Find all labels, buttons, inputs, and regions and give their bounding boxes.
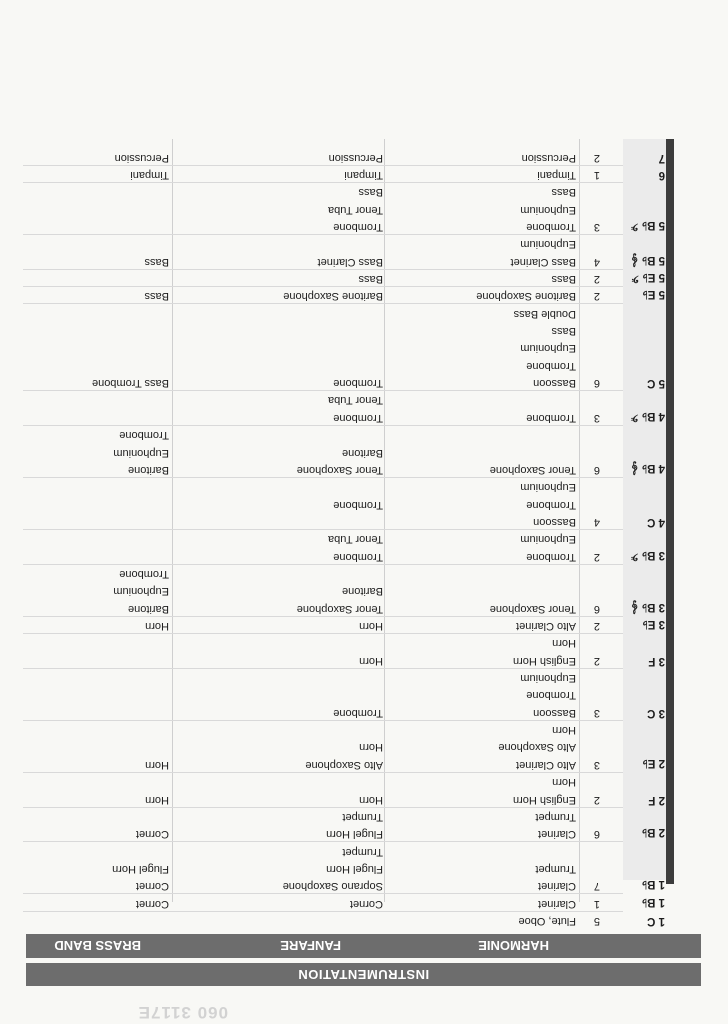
table-row xyxy=(0,460,728,477)
key-label: 3 B♭ 𝄢 xyxy=(631,548,665,561)
fanfare-instrument: Cornet xyxy=(349,897,383,910)
table-row xyxy=(0,564,728,581)
row-separator xyxy=(23,269,623,270)
table-row xyxy=(0,807,728,824)
fanfare-instrument: Tenor Saxophone xyxy=(296,602,383,615)
fanfare-instrument: Soprano Saxophone xyxy=(282,880,383,893)
row-separator xyxy=(23,303,623,304)
harmonie-instrument: Clarinet xyxy=(538,828,576,841)
fanfare-instrument: Bass xyxy=(358,186,383,199)
row-separator xyxy=(23,234,623,235)
harmonie-instrument: Double Bass xyxy=(513,307,576,320)
harmonie-instrument: Bass xyxy=(551,273,576,286)
harmonie-header: HARMONIE xyxy=(478,938,549,953)
part-count: 3 xyxy=(593,758,600,771)
harmonie-instrument: Bassoon xyxy=(533,515,576,528)
table-row xyxy=(0,703,728,720)
harmonie-instrument: Trombone xyxy=(526,411,576,424)
fanfare-instrument: Flugel Horn xyxy=(326,862,383,875)
key-label: 3 C xyxy=(647,706,665,719)
key-label: 3 F xyxy=(648,654,665,667)
brass-band-instrument: Trombone xyxy=(119,429,169,442)
harmonie-instrument: Trumpet xyxy=(535,810,576,823)
harmonie-instrument: Bassoon xyxy=(533,377,576,390)
table-row xyxy=(0,738,728,755)
harmonie-instrument: Timpani xyxy=(537,168,576,181)
harmonie-instrument: Bass xyxy=(551,186,576,199)
harmonie-instrument: Trombone xyxy=(526,689,576,702)
part-count: 6 xyxy=(593,463,600,476)
key-label: 1 B♭ xyxy=(641,878,665,891)
fanfare-instrument: Horn xyxy=(359,741,383,754)
row-separator xyxy=(23,390,623,391)
harmonie-instrument: Bass xyxy=(551,325,576,338)
fanfare-instrument: Trombone xyxy=(333,550,383,563)
harmonie-instrument: Alto Clarinet xyxy=(516,620,576,633)
table-row xyxy=(0,408,728,425)
fanfare-instrument: Horn xyxy=(359,793,383,806)
fanfare-instrument: Trumpet xyxy=(342,810,383,823)
part-count: 2 xyxy=(593,290,600,303)
table-row xyxy=(0,512,728,529)
table-row xyxy=(0,443,728,460)
part-count: 2 xyxy=(593,273,600,286)
table-row xyxy=(0,599,728,616)
harmonie-instrument: English Horn xyxy=(513,793,576,806)
brass-band-header: BRASS BAND xyxy=(54,938,141,953)
harmonie-instrument: Euphonium xyxy=(520,533,576,546)
harmonie-instrument: Trumpet xyxy=(535,862,576,875)
part-count: 6 xyxy=(593,828,600,841)
table-row xyxy=(0,668,728,685)
key-label: 5 B♭ 𝄢 xyxy=(631,219,665,231)
harmonie-instrument: Euphonium xyxy=(520,203,576,216)
table-row xyxy=(0,790,728,807)
fanfare-instrument: Baritone Saxophone xyxy=(283,290,383,303)
table-row xyxy=(0,547,728,564)
key-label: 5 E♭ xyxy=(642,288,665,301)
table-row xyxy=(0,269,728,286)
fanfare-instrument: Tenor Tuba xyxy=(327,533,383,546)
row-separator xyxy=(23,911,623,912)
harmonie-instrument: Clarinet xyxy=(538,897,576,910)
catalog-number: 060 3117E xyxy=(137,1003,228,1022)
harmonie-instrument: Horn xyxy=(552,724,576,737)
part-count: 2 xyxy=(593,550,600,563)
fanfare-instrument: Bass Clarinet xyxy=(317,255,383,268)
harmonie-instrument: Bass Clarinet xyxy=(510,255,576,268)
table-row xyxy=(0,148,728,165)
table-row xyxy=(0,165,728,182)
fanfare-instrument: Baritone xyxy=(342,585,383,598)
part-count: 4 xyxy=(593,515,600,528)
part-count: 1 xyxy=(593,168,600,181)
harmonie-instrument: Alto Clarinet xyxy=(516,758,576,771)
brass-band-instrument: Cornet xyxy=(135,897,169,910)
harmonie-instrument: Euphonium xyxy=(520,238,576,251)
brass-band-instrument: Bass xyxy=(144,255,169,268)
row-separator xyxy=(23,286,623,287)
table-row xyxy=(0,286,728,303)
table-row xyxy=(0,373,728,390)
key-label: 5 B♭ 𝄞 xyxy=(631,253,665,266)
brass-band-instrument: Baritone xyxy=(128,602,169,615)
row-separator xyxy=(23,616,623,617)
table-row xyxy=(0,391,728,408)
key-label: 4 B♭ 𝄞 xyxy=(631,461,665,474)
row-separator xyxy=(23,477,623,478)
table-row xyxy=(0,425,728,442)
table-row xyxy=(0,477,728,494)
fanfare-instrument: Percussion xyxy=(328,151,383,164)
table-row xyxy=(0,824,728,841)
table-row xyxy=(0,356,728,373)
row-separator xyxy=(23,807,623,808)
table-row xyxy=(0,200,728,217)
harmonie-instrument: English Horn xyxy=(513,654,576,667)
harmonie-instrument: Percussion xyxy=(521,151,576,164)
part-count: 3 xyxy=(593,411,600,424)
harmonie-instrument: Horn xyxy=(552,776,576,789)
fanfare-instrument: Trombone xyxy=(333,498,383,511)
table-row xyxy=(0,842,728,859)
table-row xyxy=(0,876,728,893)
part-count: 7 xyxy=(593,880,600,893)
row-separator xyxy=(23,165,623,166)
fanfare-instrument: Alto Saxophone xyxy=(305,758,383,771)
page-title: INSTRUMENTATION xyxy=(297,967,430,982)
key-label: 6 xyxy=(658,168,665,181)
part-count: 2 xyxy=(593,620,600,633)
key-label: 4 C xyxy=(647,515,665,528)
brass-band-instrument: Cornet xyxy=(135,828,169,841)
fanfare-instrument: Flugel Horn xyxy=(326,828,383,841)
table-row xyxy=(0,321,728,338)
fanfare-instrument: Trombone xyxy=(333,377,383,390)
brass-band-instrument: Cornet xyxy=(135,880,169,893)
fanfare-instrument: Trombone xyxy=(333,221,383,233)
row-separator xyxy=(23,633,623,634)
part-count: 2 xyxy=(593,793,600,806)
row-separator xyxy=(23,668,623,669)
row-separator xyxy=(23,564,623,565)
key-label: 3 E♭ xyxy=(642,618,665,631)
harmonie-instrument: Baritone Saxophone xyxy=(476,290,576,303)
key-label: 1 C xyxy=(647,915,665,927)
fanfare-header: FANFARE xyxy=(280,938,341,953)
fanfare-instrument: Trumpet xyxy=(342,845,383,858)
table-row xyxy=(0,495,728,512)
fanfare-instrument: Tenor Tuba xyxy=(327,203,383,216)
harmonie-instrument: Clarinet xyxy=(538,880,576,893)
brass-band-instrument: Bass Trombone xyxy=(91,377,169,390)
row-separator xyxy=(23,841,623,842)
part-count: 3 xyxy=(593,221,600,233)
table-row xyxy=(0,338,728,355)
harmonie-instrument: Bassoon xyxy=(533,706,576,719)
harmonie-instrument: Euphonium xyxy=(520,342,576,355)
table-row xyxy=(0,252,728,269)
table-row xyxy=(0,859,728,876)
table-row xyxy=(0,720,728,737)
brass-band-instrument: Bass xyxy=(144,290,169,303)
instrumentation-title xyxy=(26,963,701,986)
table-row xyxy=(0,651,728,668)
table-row xyxy=(0,685,728,702)
part-count: 6 xyxy=(593,602,600,615)
row-separator xyxy=(23,529,623,530)
row-separator xyxy=(23,182,623,183)
part-count: 6 xyxy=(593,377,600,390)
fanfare-instrument: Timpani xyxy=(344,168,383,181)
harmonie-instrument: Trombone xyxy=(526,221,576,233)
part-count: 3 xyxy=(593,706,600,719)
brass-band-instrument: Euphonium xyxy=(113,585,169,598)
fanfare-instrument: Trombone xyxy=(333,706,383,719)
harmonie-instrument: Trombone xyxy=(526,550,576,563)
row-separator xyxy=(23,772,623,773)
key-label: 1 B♭ xyxy=(641,895,665,908)
row-separator xyxy=(23,425,623,426)
table-row xyxy=(0,304,728,321)
fanfare-instrument: Trombone xyxy=(333,411,383,424)
fanfare-instrument: Tenor Tuba xyxy=(327,394,383,407)
key-label: 4 B♭ 𝄢 xyxy=(631,409,665,422)
key-label: 2 B♭ xyxy=(641,826,665,839)
column-headers xyxy=(26,934,701,958)
key-label: 2 E♭ xyxy=(642,756,665,769)
key-label: 3 B♭ 𝄞 xyxy=(631,600,665,613)
row-separator xyxy=(23,720,623,721)
brass-band-instrument: Horn xyxy=(145,758,169,771)
brass-band-instrument: Timpani xyxy=(130,168,169,181)
table-row xyxy=(0,217,728,234)
fanfare-instrument: Horn xyxy=(359,620,383,633)
brass-band-instrument: Flugel Horn xyxy=(112,862,169,875)
fanfare-instrument: Tenor Saxophone xyxy=(296,463,383,476)
part-count: 2 xyxy=(593,654,600,667)
brass-band-instrument: Euphonium xyxy=(113,446,169,459)
brass-band-instrument: Horn xyxy=(145,620,169,633)
table-row xyxy=(0,581,728,598)
brass-band-instrument: Horn xyxy=(145,793,169,806)
harmonie-instrument: Flute, Oboe xyxy=(518,915,576,927)
table-row xyxy=(0,894,728,911)
key-label: 7 xyxy=(658,151,665,164)
harmonie-instrument: Trombone xyxy=(526,498,576,511)
fanfare-instrument: Baritone xyxy=(342,446,383,459)
key-label: 5 E♭ 𝄢 xyxy=(631,271,665,284)
table-row xyxy=(0,755,728,772)
harmonie-instrument: Tenor Saxophone xyxy=(489,463,576,476)
harmonie-instrument: Trombone xyxy=(526,359,576,372)
table-row xyxy=(0,616,728,633)
harmonie-instrument: Euphonium xyxy=(520,672,576,685)
table-row xyxy=(0,911,728,928)
fanfare-instrument: Bass xyxy=(358,273,383,286)
harmonie-instrument: Horn xyxy=(552,637,576,650)
table-row xyxy=(0,182,728,199)
brass-band-instrument: Percussion xyxy=(114,151,169,164)
part-count: 4 xyxy=(593,255,600,268)
table-row xyxy=(0,529,728,546)
brass-band-instrument: Trombone xyxy=(119,568,169,580)
part-count: 5 xyxy=(593,915,600,927)
fanfare-instrument: Horn xyxy=(359,654,383,667)
part-count: 1 xyxy=(593,897,600,910)
part-count: 2 xyxy=(593,151,600,164)
key-label: 2 F xyxy=(648,793,665,806)
key-label: 5 C xyxy=(647,377,665,390)
table-row xyxy=(0,633,728,650)
brass-band-instrument: Baritone xyxy=(128,463,169,476)
row-separator xyxy=(23,893,623,894)
harmonie-instrument: Alto Saxophone xyxy=(498,741,576,754)
table-row xyxy=(0,772,728,789)
harmonie-instrument: Euphonium xyxy=(520,481,576,494)
table-row xyxy=(0,234,728,251)
harmonie-instrument: Tenor Saxophone xyxy=(489,602,576,615)
